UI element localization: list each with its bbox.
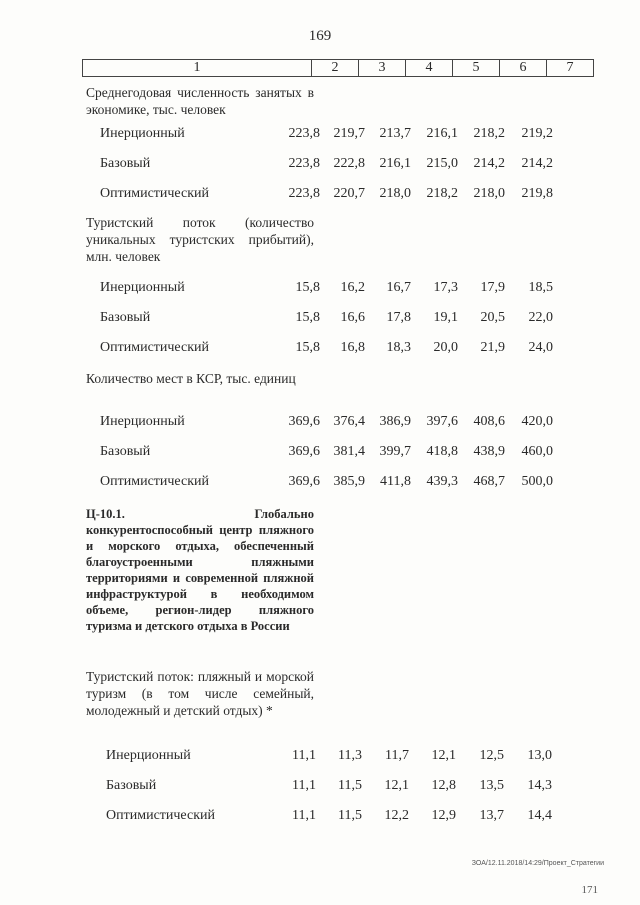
cell-value: 369,6 bbox=[288, 474, 320, 489]
table-row bbox=[0, 474, 640, 492]
cell-value: 408,6 bbox=[473, 414, 505, 429]
header-cell: 3 bbox=[359, 60, 406, 77]
table-row bbox=[0, 126, 640, 144]
footer-page-number: 171 bbox=[581, 884, 598, 896]
cell-value: 15,8 bbox=[295, 280, 320, 295]
table-row bbox=[0, 186, 640, 204]
cell-value: 21,9 bbox=[480, 340, 505, 355]
page-number: 169 bbox=[308, 28, 332, 44]
cell-value: 20,0 bbox=[433, 340, 458, 355]
cell-value: 399,7 bbox=[379, 444, 411, 459]
cell-value: 13,0 bbox=[527, 748, 552, 763]
cell-value: 460,0 bbox=[521, 444, 553, 459]
table-row bbox=[0, 444, 640, 462]
cell-value: 16,7 bbox=[386, 280, 411, 295]
cell-value: 11,1 bbox=[292, 748, 316, 763]
cell-value: 468,7 bbox=[473, 474, 505, 489]
cell-value: 11,3 bbox=[338, 748, 362, 763]
cell-value: 223,8 bbox=[288, 156, 320, 171]
table-row bbox=[0, 414, 640, 432]
cell-value: 11,7 bbox=[385, 748, 409, 763]
cell-value: 369,6 bbox=[288, 414, 320, 429]
cell-value: 15,8 bbox=[295, 340, 320, 355]
scenario-name: Инерционный bbox=[100, 280, 185, 295]
cell-value: 385,9 bbox=[333, 474, 365, 489]
cell-value: 220,7 bbox=[333, 186, 365, 201]
cell-value: 18,3 bbox=[386, 340, 411, 355]
cell-value: 218,2 bbox=[473, 126, 505, 141]
scenario-name: Оптимистический bbox=[100, 186, 209, 201]
cell-value: 11,1 bbox=[292, 778, 316, 793]
cell-value: 397,6 bbox=[426, 414, 458, 429]
table-row bbox=[0, 748, 640, 766]
cell-value: 218,0 bbox=[473, 186, 505, 201]
scenario-name: Базовый bbox=[106, 778, 157, 793]
header-cell: 1 bbox=[83, 60, 312, 77]
cell-value: 15,8 bbox=[295, 310, 320, 325]
cell-value: 16,2 bbox=[340, 280, 365, 295]
header-cell: 2 bbox=[312, 60, 359, 77]
cell-value: 222,8 bbox=[333, 156, 365, 171]
footer-note: ЗОА/12.11.2018/14:29/Проект_Стратегии bbox=[471, 860, 604, 867]
cell-value: 439,3 bbox=[426, 474, 458, 489]
cell-value: 18,5 bbox=[528, 280, 553, 295]
table-row bbox=[0, 778, 640, 796]
cell-value: 17,9 bbox=[480, 280, 505, 295]
cell-value: 411,8 bbox=[380, 474, 411, 489]
cell-value: 12,8 bbox=[431, 778, 456, 793]
cell-value: 12,1 bbox=[431, 748, 456, 763]
scenario-name: Инерционный bbox=[106, 748, 191, 763]
section-label: Количество мест в КСР, тыс. единиц bbox=[86, 371, 296, 386]
scenario-name: Оптимистический bbox=[100, 474, 209, 489]
cell-value: 17,3 bbox=[433, 280, 458, 295]
cell-value: 17,8 bbox=[386, 310, 411, 325]
cell-value: 214,2 bbox=[521, 156, 553, 171]
cell-value: 369,6 bbox=[288, 444, 320, 459]
cell-value: 418,8 bbox=[426, 444, 458, 459]
table-row bbox=[0, 808, 640, 826]
scenario-name: Инерционный bbox=[100, 414, 185, 429]
cell-value: 219,8 bbox=[521, 186, 553, 201]
cell-value: 376,4 bbox=[333, 414, 365, 429]
table-row bbox=[0, 156, 640, 174]
scenario-name: Базовый bbox=[100, 156, 151, 171]
cell-value: 12,2 bbox=[384, 808, 409, 823]
cell-value: 11,5 bbox=[338, 808, 362, 823]
section-label: Туристский поток: пляжный и морской туризм (в том числе семейный, молодежный и детский отдых) * bbox=[86, 669, 314, 718]
scenario-name: Инерционный bbox=[100, 126, 185, 141]
cell-value: 216,1 bbox=[379, 156, 411, 171]
header-cell: 4 bbox=[406, 60, 453, 77]
cell-value: 22,0 bbox=[528, 310, 553, 325]
cell-value: 223,8 bbox=[288, 186, 320, 201]
cell-value: 14,3 bbox=[527, 778, 552, 793]
goal-heading: Ц-10.1. Глобально конкурентоспособный центр пляжного и морского отдыха, обеспеченный благоустроенными пляжными территориями и современной пляжной инфраструктурой в необходимом объеме, регион-лидер пляжного туризма и детского отдыха в России bbox=[86, 507, 314, 633]
cell-value: 500,0 bbox=[521, 474, 553, 489]
section-label: Среднегодовая численность занятых в экономике, тыс. человек bbox=[86, 85, 314, 117]
scenario-name: Оптимистический bbox=[106, 808, 215, 823]
cell-value: 12,9 bbox=[431, 808, 456, 823]
scenario-name: Базовый bbox=[100, 444, 151, 459]
scenario-name: Оптимистический bbox=[100, 340, 209, 355]
cell-value: 11,5 bbox=[338, 778, 362, 793]
table-row bbox=[0, 310, 640, 328]
cell-value: 215,0 bbox=[426, 156, 458, 171]
cell-value: 12,1 bbox=[384, 778, 409, 793]
cell-value: 223,8 bbox=[288, 126, 320, 141]
cell-value: 216,1 bbox=[426, 126, 458, 141]
cell-value: 12,5 bbox=[479, 748, 504, 763]
cell-value: 14,4 bbox=[527, 808, 552, 823]
cell-value: 218,2 bbox=[426, 186, 458, 201]
cell-value: 420,0 bbox=[521, 414, 553, 429]
cell-value: 214,2 bbox=[473, 156, 505, 171]
cell-value: 381,4 bbox=[333, 444, 365, 459]
cell-value: 218,0 bbox=[379, 186, 411, 201]
cell-value: 20,5 bbox=[480, 310, 505, 325]
cell-value: 13,5 bbox=[479, 778, 504, 793]
cell-value: 16,6 bbox=[340, 310, 365, 325]
cell-value: 213,7 bbox=[379, 126, 411, 141]
table-header bbox=[82, 59, 594, 77]
cell-value: 219,7 bbox=[333, 126, 365, 141]
scenario-name: Базовый bbox=[100, 310, 151, 325]
section-label: Туристский поток (количество уникальных туристских прибытий), млн. человек bbox=[86, 215, 314, 264]
header-cell: 7 bbox=[547, 60, 594, 77]
header-cell: 6 bbox=[500, 60, 547, 77]
header-cell: 5 bbox=[453, 60, 500, 77]
cell-value: 438,9 bbox=[473, 444, 505, 459]
cell-value: 13,7 bbox=[479, 808, 504, 823]
cell-value: 386,9 bbox=[379, 414, 411, 429]
table-row bbox=[0, 280, 640, 298]
table-row bbox=[0, 340, 640, 358]
cell-value: 19,1 bbox=[433, 310, 458, 325]
cell-value: 219,2 bbox=[521, 126, 553, 141]
cell-value: 24,0 bbox=[528, 340, 553, 355]
cell-value: 11,1 bbox=[292, 808, 316, 823]
cell-value: 16,8 bbox=[340, 340, 365, 355]
